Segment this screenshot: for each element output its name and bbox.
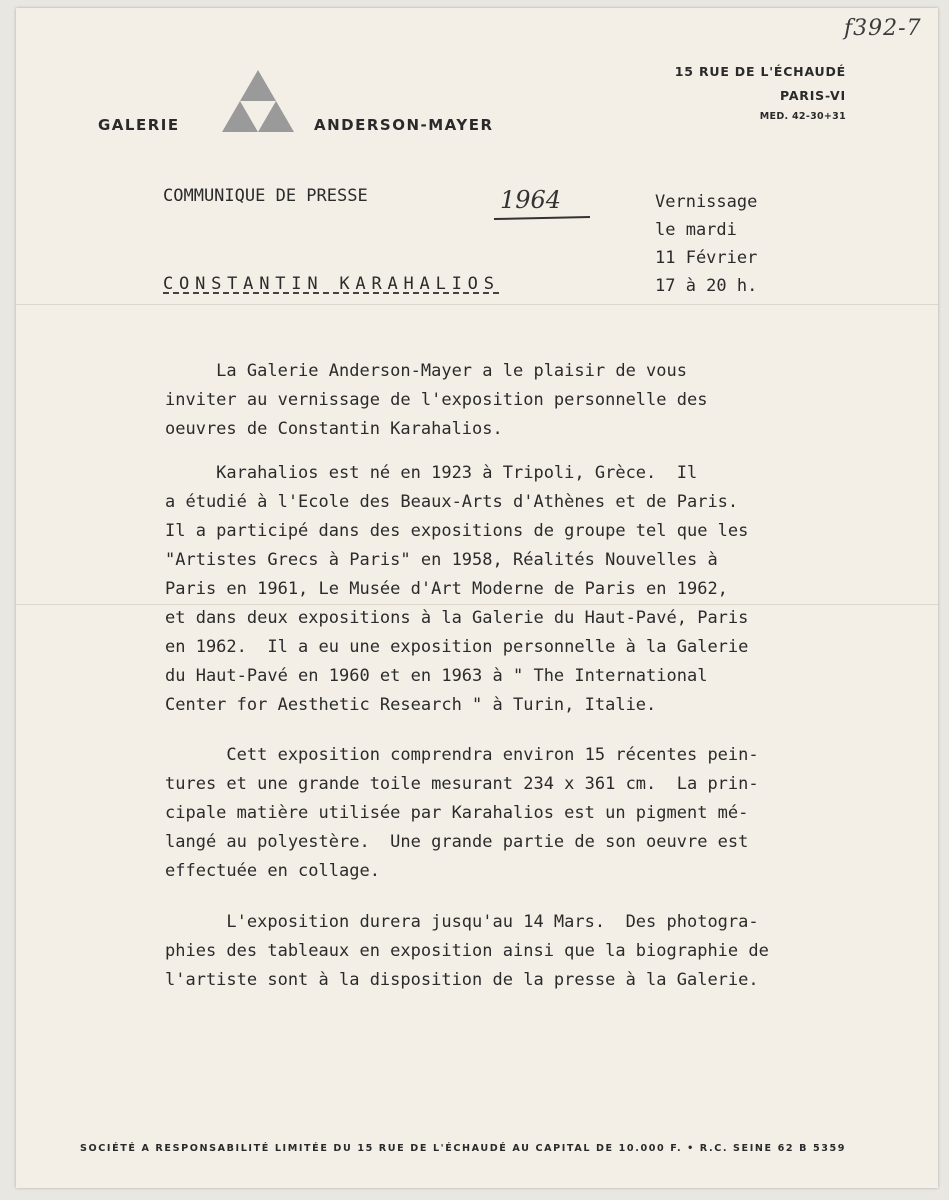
- text-line: effectuée en collage.: [165, 861, 380, 881]
- text-line: phies des tableaux en exposition ainsi que la biographie de: [165, 941, 769, 961]
- text-line: Cett exposition comprendra environ 15 récentes pein-: [165, 745, 759, 765]
- text-line: en 1962. Il a eu une exposition personnelle à la Galerie: [165, 637, 749, 657]
- text-line: Karahalios est né en 1923 à Tripoli, Grèce. Il: [165, 463, 698, 483]
- letter-sheet: [16, 8, 938, 1188]
- vernissage-line: 17 à 20 h.: [655, 276, 758, 296]
- text-line: inviter au vernissage de l'exposition personnelle des: [165, 390, 708, 410]
- vernissage-block: [655, 188, 757, 300]
- text-line: Paris en 1961, Le Musée d'Art Moderne de Paris en 1962,: [165, 579, 728, 599]
- text-line: oeuvres de Constantin Karahalios.: [165, 419, 503, 439]
- legal-footer: SOCIÉTÉ A RESPONSABILITÉ LIMITÉE DU 15 RUE DE L'ÉCHAUDÉ AU CAPITAL DE 10.000 F. • R.C. SEINE 62 B 5359: [80, 1143, 847, 1154]
- text-line: L'exposition durera jusqu'au 14 Mars. Des photogra-: [165, 912, 759, 932]
- logo-triangle-top: [240, 70, 276, 101]
- archive-reference: f392-7: [844, 16, 922, 41]
- text-line: La Galerie Anderson-Mayer a le plaisir de vous: [165, 361, 687, 381]
- paragraph-biography: [165, 459, 865, 720]
- vernissage-line: 11 Février: [655, 248, 758, 268]
- text-line: tures et une grande toile mesurant 234 x 361 cm. La prin-: [165, 774, 759, 794]
- handwritten-year: 1964: [500, 186, 562, 214]
- paragraph-exhibition: [165, 741, 865, 886]
- triforce-triangle-logo-icon: [222, 70, 294, 132]
- text-line: langé au polyestère. Une grande partie de son oeuvre est: [165, 832, 749, 852]
- paragraph-closing: [165, 908, 865, 995]
- text-line: cipale matière utilisée par Karahalios est un pigment mé-: [165, 803, 749, 823]
- letterhead-galerie: GALERIE: [98, 116, 180, 134]
- year-underline: [494, 216, 590, 220]
- text-line: "Artistes Grecs à Paris" en 1958, Réalités Nouvelles à: [165, 550, 718, 570]
- address-street: 15 RUE DE L'ÉCHAUDÉ: [674, 64, 846, 79]
- text-line: et dans deux expositions à la Galerie du Haut-Pavé, Paris: [165, 608, 749, 628]
- vernissage-line: le mardi: [655, 220, 737, 240]
- vernissage-line: Vernissage: [655, 192, 758, 212]
- artist-name: CONSTANTIN KARAHALIOS: [163, 274, 500, 294]
- text-line: du Haut-Pavé en 1960 et en 1963 à " The International: [165, 666, 708, 686]
- letterhead-anderson-mayer: ANDERSON-MAYER: [314, 116, 494, 134]
- press-release-label: COMMUNIQUE DE PRESSE: [163, 186, 368, 206]
- text-line: a étudié à l'Ecole des Beaux-Arts d'Athènes et de Paris.: [165, 492, 739, 512]
- paragraph-invitation: [165, 357, 865, 444]
- text-line: l'artiste sont à la disposition de la presse à la Galerie.: [165, 970, 759, 990]
- text-line: Il a participé dans des expositions de groupe tel que les: [165, 521, 749, 541]
- fold-crease: [16, 304, 938, 305]
- address-city: PARIS-VI: [780, 88, 846, 103]
- address-phone: MED. 42-30+31: [759, 111, 846, 122]
- logo-triangle-left: [222, 101, 258, 132]
- text-line: Center for Aesthetic Research " à Turin, Italie.: [165, 695, 657, 715]
- logo-triangle-right: [258, 101, 294, 132]
